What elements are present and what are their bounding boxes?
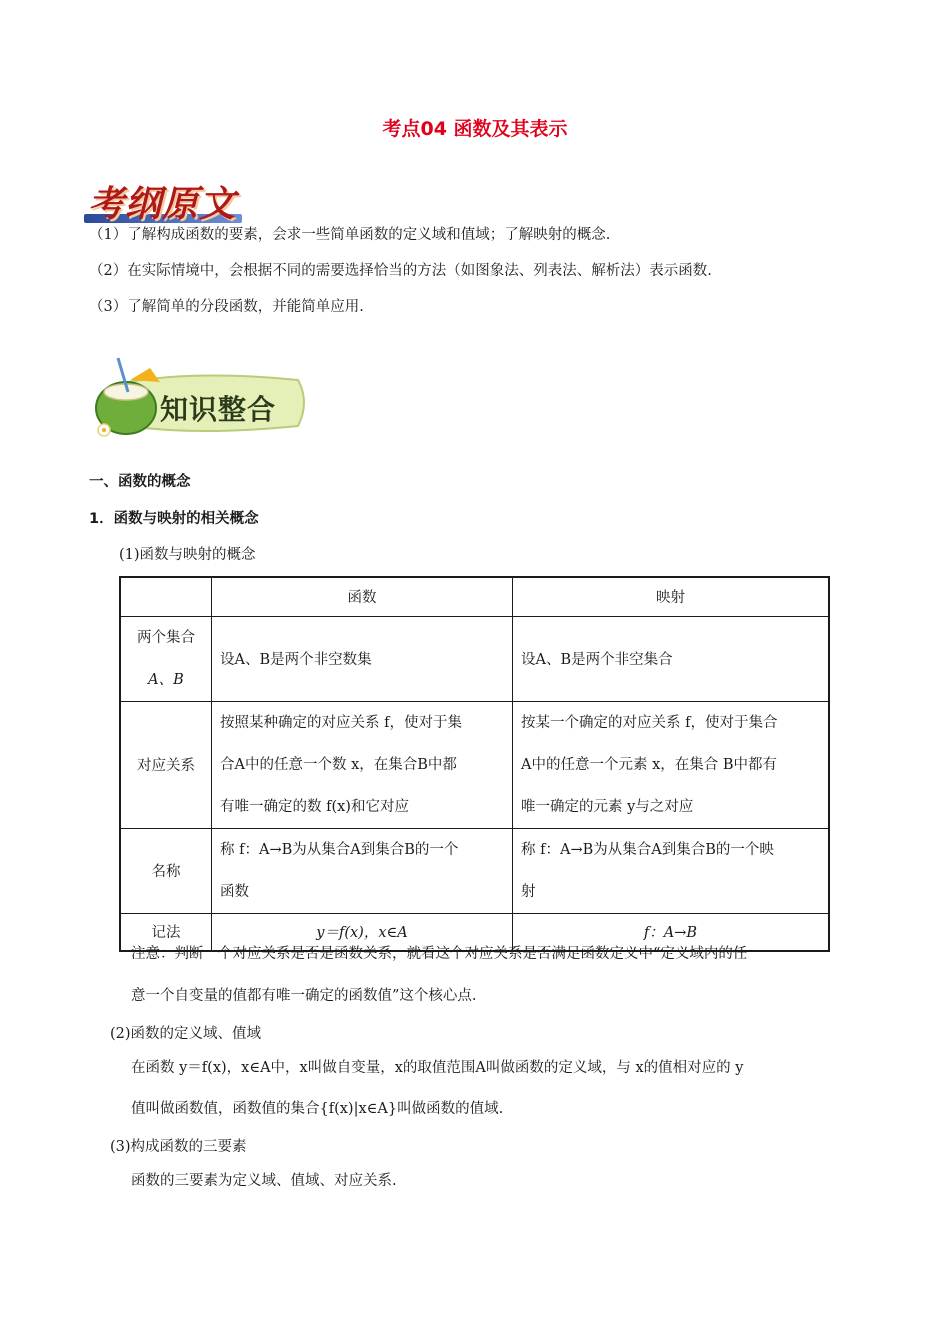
page-title: 考点04 函数及其表示 <box>382 118 568 140</box>
item2-line-2: 值叫做函数值，函数值的集合{f(x)|x∈A}叫做函数的值域. <box>131 1101 504 1117</box>
table-cell: 设A、B是两个非空集合 <box>513 616 830 701</box>
item-heading-2: (2)函数的定义域、值域 <box>110 1026 262 1042</box>
outline-banner <box>84 176 244 226</box>
table-cell-label: 两个集合 A、B <box>120 616 212 701</box>
note-line-2: 意一个自变量的值都有唯一确定的函数值”这个核心点. <box>131 988 477 1004</box>
section-heading: 一、函数的概念 <box>89 474 191 490</box>
table-cell-label: 对应关系 <box>120 701 212 828</box>
item-heading-1: (1)函数与映射的概念 <box>119 547 256 563</box>
table-cell: 称 f：A→B为从集合A到集合B的一个 函数 <box>212 828 513 913</box>
table-row <box>120 616 829 701</box>
table-cell: 称 f：A→B为从集合A到集合B的一个映 射 <box>513 828 830 913</box>
requirement-3: （3）了解简单的分段函数，并能简单应用. <box>89 299 364 315</box>
table-cell-label: 记法 <box>120 913 212 951</box>
subsection-heading: 1．函数与映射的相关概念 <box>89 511 259 527</box>
item-heading-3: (3)构成函数的三要素 <box>110 1139 247 1155</box>
knowledge-banner-text: 知识整合 <box>160 393 277 426</box>
table-row <box>120 828 829 913</box>
outline-banner-text: 考纲原文 <box>88 183 237 225</box>
table-cell: f：A→B <box>513 913 830 951</box>
requirement-1: （1）了解构成函数的要素，会求一些简单函数的定义域和值域；了解映射的概念. <box>89 227 611 243</box>
table-cell: 设A、B是两个非空数集 <box>212 616 513 701</box>
table-header-mapping: 映射 <box>513 577 830 616</box>
table-cell: y＝f(x)，x∈A <box>212 913 513 951</box>
table-cell: 按照某种确定的对应关系 f，使对于集 合A中的任意一个数 x，在集合B中都 有唯一确定的数 f(x)和它对应 <box>212 701 513 828</box>
table-row <box>120 701 829 828</box>
table-header-empty <box>120 577 212 616</box>
requirement-2: （2）在实际情境中，会根据不同的需要选择恰当的方法（如图象法、列表法、解析法）表示函数. <box>89 263 712 279</box>
knowledge-banner <box>88 352 310 444</box>
note-line-1: 注意：判断一个对应关系是否是函数关系，就看这个对应关系是否满足函数定义中“定义域内的任 <box>131 946 748 962</box>
item2-line-1: 在函数 y＝f(x)，x∈A中，x叫做自变量，x的取值范围A叫做函数的定义域，与 x的值相对应的 y <box>131 1060 744 1076</box>
item3-text: 函数的三要素为定义域、值域、对应关系. <box>131 1173 397 1189</box>
table-cell-label: 名称 <box>120 828 212 913</box>
table-cell: 按某一个确定的对应关系 f，使对于集合 A中的任意一个元素 x，在集合 B中都有 唯一确定的元素 y与之对应 <box>513 701 830 828</box>
table-header-function: 函数 <box>212 577 513 616</box>
table-row <box>120 577 829 616</box>
function-mapping-table <box>119 576 830 952</box>
